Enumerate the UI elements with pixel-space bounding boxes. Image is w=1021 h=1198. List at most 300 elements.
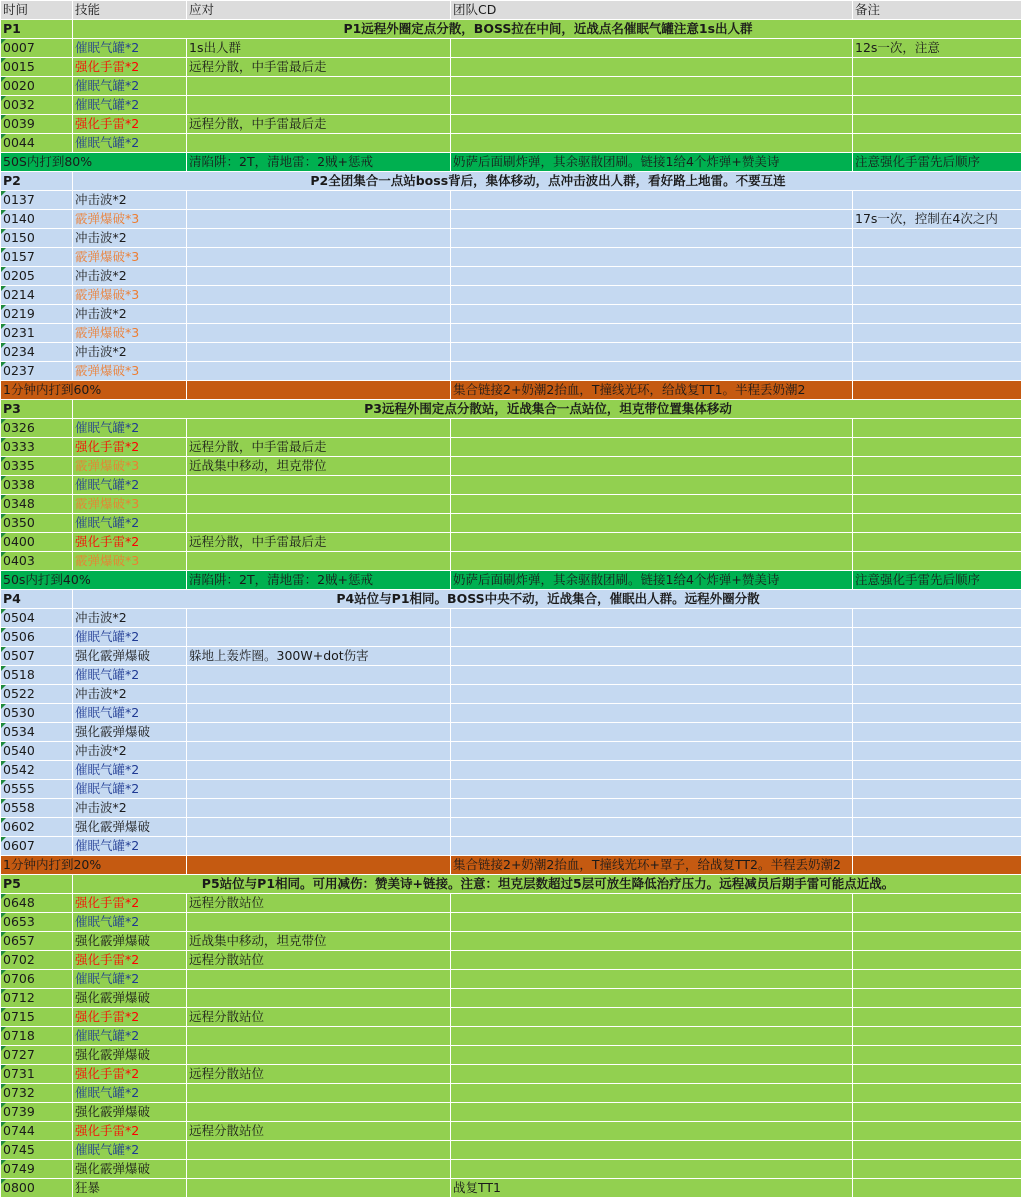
note-cell[interactable] [853, 723, 1021, 742]
response-cell[interactable]: 远程分散站位 [187, 951, 451, 970]
team-cd-cell[interactable] [451, 1141, 853, 1160]
note-cell[interactable] [853, 818, 1021, 837]
time-cell[interactable]: 0731 [1, 1065, 73, 1084]
skill-cell[interactable]: 催眠气罐*2 [73, 39, 187, 58]
skill-cell[interactable]: 霰弹爆破*3 [73, 362, 187, 381]
response-cell[interactable] [187, 1103, 451, 1122]
team-cd-cell[interactable]: 集合链接2+奶潮2抬血，T撞线光环，给战复TT1。半程丢奶潮2 [451, 381, 853, 400]
team-cd-cell[interactable] [451, 685, 853, 704]
time-cell[interactable]: 0214 [1, 286, 73, 305]
team-cd-cell[interactable] [451, 818, 853, 837]
response-cell[interactable] [187, 1084, 451, 1103]
team-cd-cell[interactable] [451, 552, 853, 571]
response-cell[interactable] [187, 305, 451, 324]
skill-cell[interactable]: 霰弹爆破*3 [73, 286, 187, 305]
team-cd-cell[interactable] [451, 1103, 853, 1122]
time-cell[interactable]: 0007 [1, 39, 73, 58]
response-cell[interactable]: 清陷阱：2T，清地雷：2贼+惩戒 [187, 153, 451, 172]
time-cell[interactable]: 0518 [1, 666, 73, 685]
time-cell[interactable]: 0800 [1, 1179, 73, 1198]
skill-cell[interactable]: 强化手雷*2 [73, 438, 187, 457]
response-cell[interactable] [187, 552, 451, 571]
team-cd-cell[interactable]: 奶萨后面刷炸弹，其余驱散团刷。链接1给4个炸弹+赞美诗 [451, 571, 853, 590]
time-cell[interactable]: 0137 [1, 191, 73, 210]
team-cd-cell[interactable] [451, 1046, 853, 1065]
team-cd-cell[interactable] [451, 628, 853, 647]
team-cd-cell[interactable] [451, 191, 853, 210]
note-cell[interactable] [853, 1046, 1021, 1065]
time-cell[interactable]: 0718 [1, 1027, 73, 1046]
response-cell[interactable] [187, 761, 451, 780]
note-cell[interactable] [853, 837, 1021, 856]
skill-cell[interactable]: 催眠气罐*2 [73, 514, 187, 533]
note-cell[interactable] [853, 913, 1021, 932]
response-cell[interactable] [187, 837, 451, 856]
time-cell[interactable]: 0504 [1, 609, 73, 628]
skill-cell[interactable]: 催眠气罐*2 [73, 780, 187, 799]
time-cell[interactable]: 0522 [1, 685, 73, 704]
note-cell[interactable] [853, 1179, 1021, 1198]
response-cell[interactable] [187, 609, 451, 628]
response-cell[interactable]: 远程分散，中手雷最后走 [187, 438, 451, 457]
team-cd-cell[interactable] [451, 742, 853, 761]
time-cell[interactable]: 0333 [1, 438, 73, 457]
response-cell[interactable] [187, 799, 451, 818]
time-cell[interactable]: 0020 [1, 77, 73, 96]
note-cell[interactable]: 17s一次，控制在4次之内 [853, 210, 1021, 229]
note-cell[interactable]: 注意强化手雷先后顺序 [853, 571, 1021, 590]
note-cell[interactable] [853, 343, 1021, 362]
phase-target[interactable]: 1分钟内打到20% [1, 856, 187, 875]
skill-cell[interactable]: 强化手雷*2 [73, 1065, 187, 1084]
team-cd-cell[interactable] [451, 704, 853, 723]
team-cd-cell[interactable] [451, 115, 853, 134]
note-cell[interactable] [853, 799, 1021, 818]
team-cd-cell[interactable] [451, 267, 853, 286]
skill-cell[interactable]: 强化霰弹爆破 [73, 989, 187, 1008]
table-row [1, 970, 1021, 989]
time-cell[interactable]: 0558 [1, 799, 73, 818]
time-cell[interactable]: 0403 [1, 552, 73, 571]
team-cd-cell[interactable] [451, 723, 853, 742]
note-cell[interactable] [853, 286, 1021, 305]
response-cell[interactable] [187, 210, 451, 229]
skill-cell[interactable]: 催眠气罐*2 [73, 970, 187, 989]
response-cell[interactable] [187, 495, 451, 514]
team-cd-cell[interactable] [451, 1160, 853, 1179]
skill-cell[interactable]: 催眠气罐*2 [73, 134, 187, 153]
response-cell[interactable] [187, 628, 451, 647]
team-cd-cell[interactable] [451, 989, 853, 1008]
response-cell[interactable] [187, 818, 451, 837]
time-cell[interactable]: 0727 [1, 1046, 73, 1065]
time-cell[interactable]: 0348 [1, 495, 73, 514]
skill-cell[interactable]: 催眠气罐*2 [73, 913, 187, 932]
skill-cell[interactable]: 冲击波*2 [73, 343, 187, 362]
time-cell[interactable]: 0032 [1, 96, 73, 115]
phase-title[interactable]: P1远程外圈定点分散，BOSS拉在中间，近战点名催眠气罐注意1s出人群 [73, 20, 1021, 39]
response-cell[interactable] [187, 96, 451, 115]
time-cell[interactable]: 0648 [1, 894, 73, 913]
skill-cell[interactable]: 冲击波*2 [73, 305, 187, 324]
skill-cell[interactable]: 冲击波*2 [73, 191, 187, 210]
response-cell[interactable]: 近战集中移动，坦克带位 [187, 457, 451, 476]
phase-label[interactable]: P2 [1, 172, 73, 191]
phase-target[interactable]: 50S内打到80% [1, 153, 187, 172]
phase-label[interactable]: P4 [1, 590, 73, 609]
time-cell[interactable]: 0744 [1, 1122, 73, 1141]
response-cell[interactable] [187, 780, 451, 799]
team-cd-cell[interactable] [451, 647, 853, 666]
response-cell[interactable] [187, 856, 451, 875]
response-cell[interactable]: 远程分散，中手雷最后走 [187, 115, 451, 134]
skill-cell[interactable]: 强化手雷*2 [73, 951, 187, 970]
response-cell[interactable] [187, 742, 451, 761]
team-cd-cell[interactable] [451, 476, 853, 495]
time-cell[interactable]: 0507 [1, 647, 73, 666]
note-cell[interactable] [853, 248, 1021, 267]
skill-cell[interactable]: 霰弹爆破*3 [73, 457, 187, 476]
time-cell[interactable]: 0335 [1, 457, 73, 476]
note-cell[interactable] [853, 305, 1021, 324]
note-cell[interactable] [853, 628, 1021, 647]
time-cell[interactable]: 0140 [1, 210, 73, 229]
skill-cell[interactable]: 催眠气罐*2 [73, 96, 187, 115]
time-cell[interactable]: 0555 [1, 780, 73, 799]
response-cell[interactable] [187, 514, 451, 533]
response-cell[interactable] [187, 1046, 451, 1065]
team-cd-cell[interactable] [451, 134, 853, 153]
team-cd-cell[interactable] [451, 951, 853, 970]
note-cell[interactable] [853, 1027, 1021, 1046]
note-cell[interactable] [853, 134, 1021, 153]
phase-title[interactable]: P3远程外围定点分散站，近战集合一点站位，坦克带位置集体移动 [73, 400, 1021, 419]
note-cell[interactable] [853, 96, 1021, 115]
skill-cell[interactable]: 强化霰弹爆破 [73, 818, 187, 837]
skill-cell[interactable]: 强化手雷*2 [73, 1122, 187, 1141]
note-cell[interactable] [853, 476, 1021, 495]
time-cell[interactable]: 0607 [1, 837, 73, 856]
response-cell[interactable] [187, 970, 451, 989]
skill-cell[interactable]: 催眠气罐*2 [73, 77, 187, 96]
skill-cell[interactable]: 强化手雷*2 [73, 533, 187, 552]
team-cd-cell[interactable] [451, 780, 853, 799]
team-cd-cell[interactable] [451, 609, 853, 628]
skill-cell[interactable]: 强化霰弹爆破 [73, 1160, 187, 1179]
team-cd-cell[interactable] [451, 533, 853, 552]
team-cd-cell[interactable] [451, 666, 853, 685]
note-cell[interactable] [853, 1122, 1021, 1141]
time-cell[interactable]: 0015 [1, 58, 73, 77]
note-cell[interactable] [853, 1103, 1021, 1122]
phase-label[interactable]: P1 [1, 20, 73, 39]
response-cell[interactable]: 远程分散站位 [187, 894, 451, 913]
team-cd-cell[interactable] [451, 343, 853, 362]
response-cell[interactable] [187, 191, 451, 210]
response-cell[interactable] [187, 324, 451, 343]
team-cd-cell[interactable] [451, 1065, 853, 1084]
team-cd-cell[interactable] [451, 362, 853, 381]
response-cell[interactable] [187, 229, 451, 248]
time-cell[interactable]: 0234 [1, 343, 73, 362]
team-cd-cell[interactable] [451, 229, 853, 248]
response-cell[interactable]: 远程分散站位 [187, 1065, 451, 1084]
team-cd-cell[interactable] [451, 248, 853, 267]
note-cell[interactable] [853, 267, 1021, 286]
note-cell[interactable] [853, 894, 1021, 913]
skill-cell[interactable]: 强化手雷*2 [73, 115, 187, 134]
response-cell[interactable] [187, 248, 451, 267]
skill-cell[interactable]: 催眠气罐*2 [73, 1084, 187, 1103]
note-cell[interactable] [853, 381, 1021, 400]
note-cell[interactable] [853, 970, 1021, 989]
response-cell[interactable] [187, 666, 451, 685]
skill-cell[interactable]: 强化手雷*2 [73, 58, 187, 77]
time-cell[interactable]: 0150 [1, 229, 73, 248]
time-cell[interactable]: 0219 [1, 305, 73, 324]
time-cell[interactable]: 0653 [1, 913, 73, 932]
response-cell[interactable] [187, 685, 451, 704]
skill-cell[interactable]: 冲击波*2 [73, 609, 187, 628]
note-cell[interactable] [853, 419, 1021, 438]
skill-cell[interactable]: 强化霰弹爆破 [73, 1046, 187, 1065]
phase-title-row [1, 400, 1021, 419]
header-team-cd[interactable]: 团队CD [451, 1, 853, 20]
skill-cell[interactable]: 催眠气罐*2 [73, 476, 187, 495]
time-cell[interactable]: 0157 [1, 248, 73, 267]
team-cd-cell[interactable] [451, 913, 853, 932]
note-cell[interactable] [853, 856, 1021, 875]
skill-cell[interactable]: 催眠气罐*2 [73, 761, 187, 780]
response-cell[interactable] [187, 286, 451, 305]
skill-cell[interactable]: 霰弹爆破*3 [73, 210, 187, 229]
time-cell[interactable]: 0602 [1, 818, 73, 837]
phase-title[interactable]: P2全团集合一点站boss背后，集体移动，点冲击波出人群，看好路上地雷。不要互连 [73, 172, 1021, 191]
skill-cell[interactable]: 霰弹爆破*3 [73, 552, 187, 571]
time-cell[interactable]: 0530 [1, 704, 73, 723]
team-cd-cell[interactable]: 战复TT1 [451, 1179, 853, 1198]
time-cell[interactable]: 0542 [1, 761, 73, 780]
skill-cell[interactable]: 冲击波*2 [73, 267, 187, 286]
team-cd-cell[interactable]: 奶萨后面刷炸弹，其余驱散团刷。链接1给4个炸弹+赞美诗 [451, 153, 853, 172]
phase-title[interactable]: P5站位与P1相同。可用减伤：赞美诗+链接。注意：坦克层数超过5层可放生降低治疗压力。远程减员后期手雷可能点近战。 [73, 875, 1021, 894]
team-cd-cell[interactable] [451, 970, 853, 989]
skill-cell[interactable]: 催眠气罐*2 [73, 704, 187, 723]
team-cd-cell[interactable] [451, 286, 853, 305]
skill-cell[interactable]: 催眠气罐*2 [73, 837, 187, 856]
time-cell[interactable]: 0231 [1, 324, 73, 343]
skill-cell[interactable]: 狂暴 [73, 1179, 187, 1198]
team-cd-cell[interactable] [451, 1008, 853, 1027]
header-time[interactable]: 时间 [1, 1, 73, 20]
note-cell[interactable] [853, 1160, 1021, 1179]
response-cell[interactable]: 近战集中移动，坦克带位 [187, 932, 451, 951]
time-cell[interactable]: 0044 [1, 134, 73, 153]
note-cell[interactable] [853, 457, 1021, 476]
time-cell[interactable]: 0739 [1, 1103, 73, 1122]
note-cell[interactable] [853, 704, 1021, 723]
response-cell[interactable] [187, 134, 451, 153]
time-cell[interactable]: 0712 [1, 989, 73, 1008]
skill-cell[interactable]: 强化霰弹爆破 [73, 723, 187, 742]
note-cell[interactable] [853, 761, 1021, 780]
response-cell[interactable] [187, 1141, 451, 1160]
note-cell[interactable] [853, 647, 1021, 666]
response-cell[interactable] [187, 1027, 451, 1046]
skill-cell[interactable]: 冲击波*2 [73, 229, 187, 248]
skill-cell[interactable]: 冲击波*2 [73, 685, 187, 704]
skill-cell[interactable]: 霰弹爆破*3 [73, 324, 187, 343]
team-cd-cell[interactable] [451, 419, 853, 438]
team-cd-cell[interactable] [451, 210, 853, 229]
phase-title[interactable]: P4站位与P1相同。BOSS中央不动，近战集合，催眠出人群。远程外圈分散 [73, 590, 1021, 609]
skill-cell[interactable]: 催眠气罐*2 [73, 628, 187, 647]
skill-cell[interactable]: 霰弹爆破*3 [73, 248, 187, 267]
team-cd-cell[interactable] [451, 799, 853, 818]
note-cell[interactable] [853, 495, 1021, 514]
note-cell[interactable] [853, 229, 1021, 248]
response-cell[interactable] [187, 913, 451, 932]
time-cell[interactable]: 0540 [1, 742, 73, 761]
skill-cell[interactable]: 强化霰弹爆破 [73, 647, 187, 666]
note-cell[interactable] [853, 932, 1021, 951]
time-cell[interactable]: 0715 [1, 1008, 73, 1027]
time-cell[interactable]: 0400 [1, 533, 73, 552]
response-cell[interactable] [187, 77, 451, 96]
note-cell[interactable] [853, 1084, 1021, 1103]
time-cell[interactable]: 0205 [1, 267, 73, 286]
phase-label[interactable]: P3 [1, 400, 73, 419]
phase-target[interactable]: 1分钟内打到60% [1, 381, 187, 400]
skill-cell[interactable]: 强化手雷*2 [73, 1008, 187, 1027]
response-cell[interactable] [187, 381, 451, 400]
team-cd-cell[interactable] [451, 58, 853, 77]
time-cell[interactable]: 0534 [1, 723, 73, 742]
response-cell[interactable] [187, 704, 451, 723]
team-cd-cell[interactable] [451, 438, 853, 457]
note-cell[interactable]: 12s一次，注意 [853, 39, 1021, 58]
time-cell[interactable]: 0338 [1, 476, 73, 495]
note-cell[interactable]: 注意强化手雷先后顺序 [853, 153, 1021, 172]
team-cd-cell[interactable] [451, 457, 853, 476]
team-cd-cell[interactable] [451, 837, 853, 856]
note-cell[interactable] [853, 514, 1021, 533]
team-cd-cell[interactable] [451, 324, 853, 343]
team-cd-cell[interactable]: 集合链接2+奶潮2抬血，T撞线光环+罩子，给战复TT2。半程丢奶潮2 [451, 856, 853, 875]
response-cell[interactable] [187, 1179, 451, 1198]
response-cell[interactable] [187, 362, 451, 381]
team-cd-cell[interactable] [451, 932, 853, 951]
skill-cell[interactable]: 强化手雷*2 [73, 894, 187, 913]
phase-label[interactable]: P5 [1, 875, 73, 894]
note-cell[interactable] [853, 115, 1021, 134]
skill-cell[interactable]: 催眠气罐*2 [73, 666, 187, 685]
skill-cell[interactable]: 霰弹爆破*3 [73, 495, 187, 514]
team-cd-cell[interactable] [451, 96, 853, 115]
time-cell[interactable]: 0326 [1, 419, 73, 438]
time-cell[interactable]: 0350 [1, 514, 73, 533]
team-cd-cell[interactable] [451, 761, 853, 780]
skill-cell[interactable]: 冲击波*2 [73, 742, 187, 761]
note-cell[interactable] [853, 742, 1021, 761]
skill-cell[interactable]: 催眠气罐*2 [73, 1141, 187, 1160]
response-cell[interactable]: 远程分散站位 [187, 1008, 451, 1027]
note-cell[interactable] [853, 685, 1021, 704]
response-cell[interactable]: 1s出人群 [187, 39, 451, 58]
note-cell[interactable] [853, 77, 1021, 96]
response-cell[interactable]: 躲地上轰炸圈。300W+dot伤害 [187, 647, 451, 666]
team-cd-cell[interactable] [451, 1122, 853, 1141]
note-cell[interactable] [853, 780, 1021, 799]
table-row [1, 210, 1021, 229]
header-skill[interactable]: 技能 [73, 1, 187, 20]
response-cell[interactable] [187, 419, 451, 438]
team-cd-cell[interactable] [451, 1084, 853, 1103]
team-cd-cell[interactable] [451, 894, 853, 913]
time-cell[interactable]: 0702 [1, 951, 73, 970]
note-cell[interactable] [853, 191, 1021, 210]
note-cell[interactable] [853, 989, 1021, 1008]
note-cell[interactable] [853, 609, 1021, 628]
team-cd-cell[interactable] [451, 514, 853, 533]
team-cd-cell[interactable] [451, 305, 853, 324]
time-cell[interactable]: 0039 [1, 115, 73, 134]
note-cell[interactable] [853, 324, 1021, 343]
header-response[interactable]: 应对 [187, 1, 451, 20]
response-cell[interactable]: 远程分散站位 [187, 1122, 451, 1141]
response-cell[interactable] [187, 1160, 451, 1179]
time-cell[interactable]: 0237 [1, 362, 73, 381]
note-cell[interactable] [853, 666, 1021, 685]
table-row [1, 552, 1021, 571]
note-cell[interactable] [853, 438, 1021, 457]
team-cd-cell[interactable] [451, 77, 853, 96]
skill-cell[interactable]: 强化霰弹爆破 [73, 1103, 187, 1122]
response-cell[interactable] [187, 723, 451, 742]
note-cell[interactable] [853, 1065, 1021, 1084]
team-cd-cell[interactable] [451, 495, 853, 514]
note-cell[interactable] [853, 552, 1021, 571]
response-cell[interactable] [187, 989, 451, 1008]
response-cell[interactable] [187, 267, 451, 286]
note-cell[interactable] [853, 533, 1021, 552]
time-cell[interactable]: 0657 [1, 932, 73, 951]
header-note[interactable]: 备注 [853, 1, 1021, 20]
note-cell[interactable] [853, 1141, 1021, 1160]
time-cell[interactable]: 0749 [1, 1160, 73, 1179]
response-cell[interactable]: 远程分散，中手雷最后走 [187, 58, 451, 77]
response-cell[interactable]: 远程分散，中手雷最后走 [187, 533, 451, 552]
skill-cell[interactable]: 催眠气罐*2 [73, 1027, 187, 1046]
team-cd-cell[interactable] [451, 39, 853, 58]
skill-cell[interactable]: 强化霰弹爆破 [73, 932, 187, 951]
note-cell[interactable] [853, 58, 1021, 77]
time-cell[interactable]: 0506 [1, 628, 73, 647]
time-cell[interactable]: 0732 [1, 1084, 73, 1103]
time-cell[interactable]: 0706 [1, 970, 73, 989]
response-cell[interactable] [187, 476, 451, 495]
note-cell[interactable] [853, 1008, 1021, 1027]
skill-cell[interactable]: 催眠气罐*2 [73, 419, 187, 438]
phase-target[interactable]: 50s内打到40% [1, 571, 187, 590]
response-cell[interactable] [187, 343, 451, 362]
skill-cell[interactable]: 冲击波*2 [73, 799, 187, 818]
note-cell[interactable] [853, 951, 1021, 970]
note-cell[interactable] [853, 362, 1021, 381]
team-cd-cell[interactable] [451, 1027, 853, 1046]
time-cell[interactable]: 0745 [1, 1141, 73, 1160]
response-cell[interactable]: 清陷阱：2T，清地雷：2贼+惩戒 [187, 571, 451, 590]
